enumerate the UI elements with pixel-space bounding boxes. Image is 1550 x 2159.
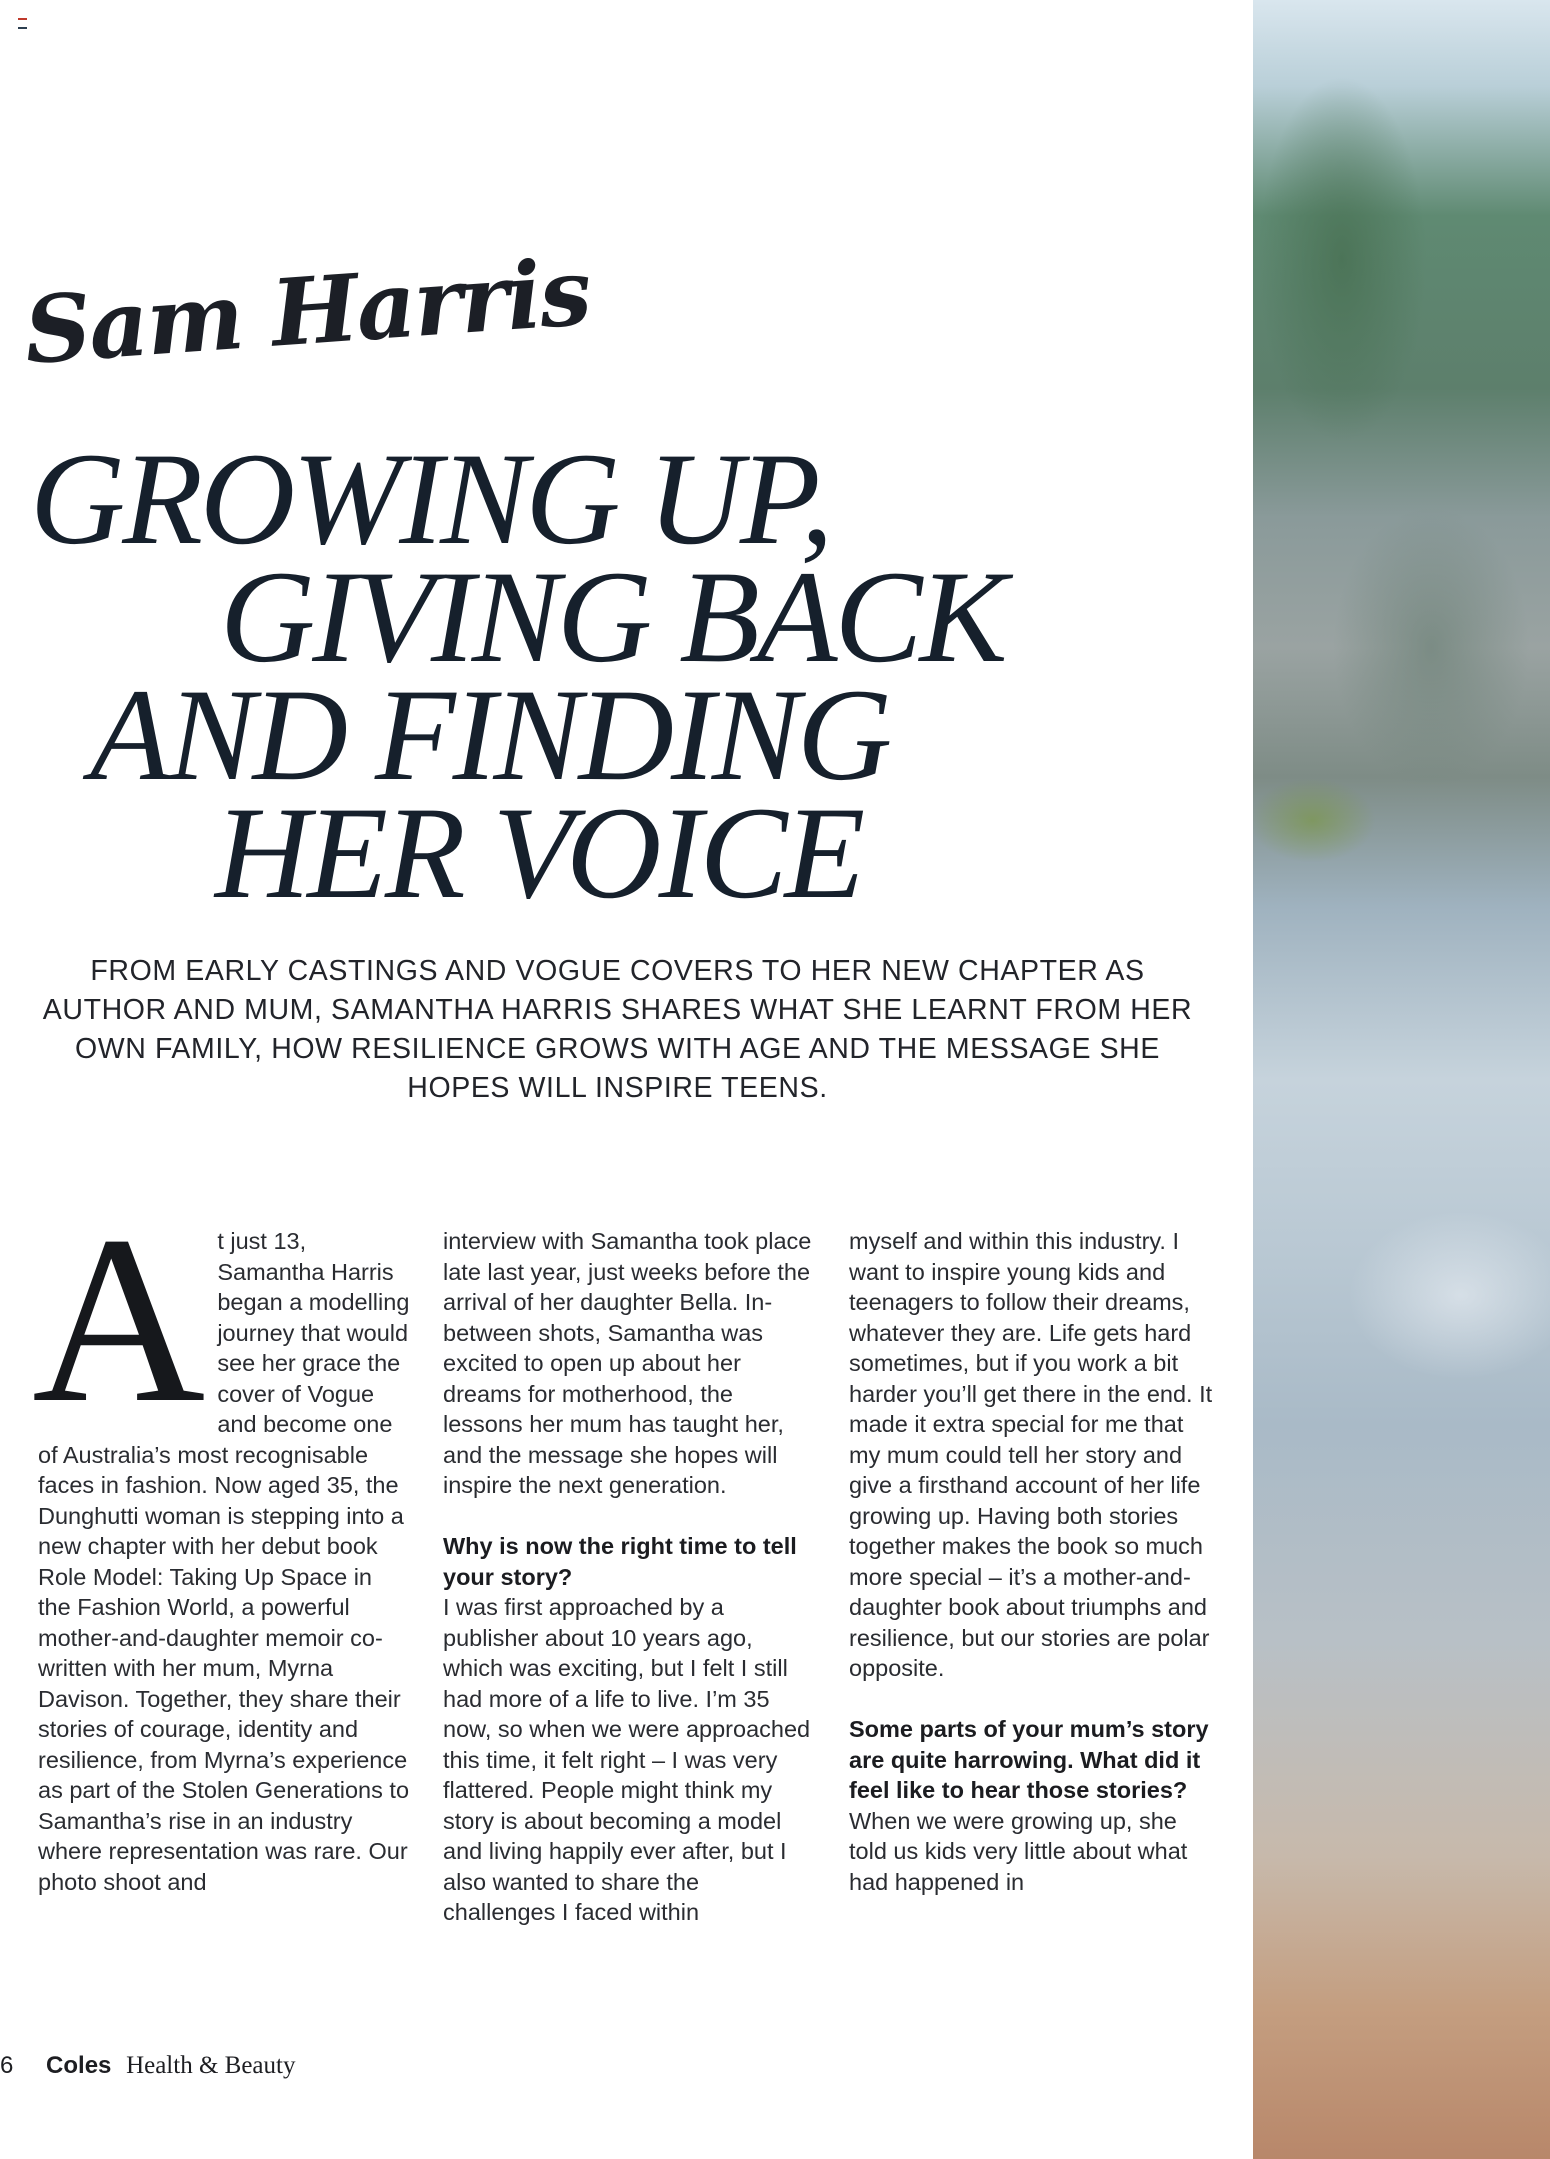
article-paragraph: myself and within this industry. I want to inspire young kids and teenagers to follow their dreams, whatever they are. Life gets hard sometimes, but if you work a bit harder you’ll get there in the end. It made it extra special for me that my mum could tell her story and give a firsthand account of her life growing up. Having both stories together makes the book so much more special – it’s a mother-and-daughter book about triumphs and resilience, but our stories are polar opposite.: [849, 1228, 1213, 1681]
footer-brand: Coles: [46, 2052, 112, 2079]
article-column-1: [32, 1186, 410, 1897]
interview-question: Why is now the right time to tell your story?: [443, 1533, 797, 1590]
headline-line-2: GIVING BACK: [220, 543, 1005, 690]
byline-script: Sam Harris: [21, 237, 593, 385]
page-footer: [0, 2052, 295, 2080]
headline-line-4: HER VOICE: [215, 779, 863, 926]
article-paragraph: t just 13, Samantha Harris began a modelling journey that would see her grace the cover of Vogue and become one of Australia’s most recognisable faces in fashion. Now aged 35, the Dunghutti woman is stepping into a new chapter with her debut book Role Model: Taking Up Space in the Fashion World, a powerful mother-and-daughter memoir co-written with her mum, Myrna Davison. Together, they share their stories of courage, identity and resilience, from Myrna’s experience as part of the Stolen Generations to Samantha’s rise in an industry where representation was rare. Our photo shoot and: [38, 1228, 410, 1895]
interview-question: Some parts of your mum’s story are quite harrowing. What did it feel like to hear those stories?: [849, 1716, 1209, 1803]
corner-mark-icon: [18, 18, 27, 29]
drop-cap: A: [32, 1186, 206, 1452]
standfirst: FROM EARLY CASTINGS AND VOGUE COVERS TO HER NEW CHAPTER AS AUTHOR AND MUM, SAMANTHA HARRIS SHARES WHAT SHE LEARNT FROM HER OWN FAMILY, HOW RESILIENCE GROWS WITH AGE AND THE MESSAGE SHE HOPES WILL INSPIRE TEENS.: [42, 955, 1193, 1104]
footer-section: Health & Beauty: [126, 2052, 296, 2079]
beach-photo: [1253, 0, 1550, 2159]
article-column-3: [849, 1226, 1221, 1897]
article-paragraph: When we were growing up, she told us kids very little about what had happened in: [849, 1807, 1188, 1895]
headline-line-3: AND FINDING: [90, 661, 890, 808]
article-paragraph: interview with Samantha took place late last year, just weeks before the arrival of her daughter Bella. In-between shots, Samantha was excited to open up about her dreams for motherhood, the lessons her mum has taught her, and the message she hopes will inspire the next generation.: [443, 1228, 812, 1498]
headline: [20, 425, 1250, 926]
article-body: [32, 1186, 1218, 1986]
article-paragraph: I was first approached by a publisher about 10 years ago, which was exciting, but I felt I still had more of a life to live. I’m 35 now, so when we were approached this time, it felt right – I was very flattered. People might think my story is about becoming a model and living happily ever after, but I also wanted to share the challenges I faced within: [443, 1594, 811, 1925]
page-number: 6: [0, 2052, 14, 2079]
article-column-2: [443, 1226, 815, 1928]
headline-line-1: GROWING UP,: [30, 425, 831, 572]
